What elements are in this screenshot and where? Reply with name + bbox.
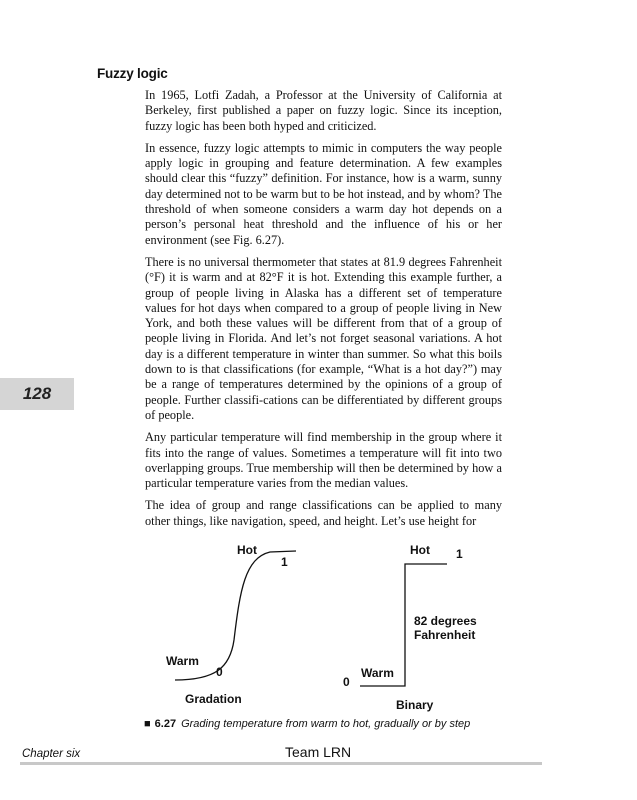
- binary-warm-label: Warm: [361, 666, 394, 680]
- gradation-warm-label: Warm: [166, 654, 199, 668]
- body-text: [145, 88, 502, 536]
- binary-hot-label: Hot: [410, 543, 430, 557]
- page-number: 128: [22, 384, 52, 403]
- paragraph: Any particular temperature will find membership in the group where it fits into the range of values. Sometimes a temperature will fit into two overlapping groups. True membership will then be determined by how a particular temperature varies from the median values.: [145, 430, 502, 491]
- caption-text: Grading temperature from warm to hot, gradually or by step: [181, 718, 471, 730]
- paragraph: There is no universal thermometer that states at 81.9 degrees Fahrenheit (°F) it is warm and at 82°F it is hot. Extending this example further, a group of people living in Alaska has a different set of temperature values for hot days when compared to a group of people living in New York, and both these values will be different from that of a group of people living in Florida. And let’s not forget seasonal variations. A hot day is a different temperature in winter than summer. So what this boils down to is that classifications (for example, “What is a hot day?”) may be a range of temperatures determined by the opinions of a group of people. Further classifi-cations can be differentiated by different groups of people.: [145, 254, 502, 422]
- footer-rule: [20, 762, 542, 765]
- figure-caption: [144, 718, 470, 730]
- section-heading: Fuzzy logic: [97, 66, 168, 81]
- footer-credit: Team LRN: [285, 744, 352, 760]
- paragraph: In 1965, Lotfi Zadah, a Professor at the University of California at Berkeley, first published a paper on fuzzy logic. Since its inception, fuzzy logic has been both hyped and criticized.: [145, 88, 502, 133]
- binary-title: Binary: [396, 698, 434, 712]
- caption-square-icon: ■: [144, 718, 151, 730]
- paragraph: In essence, fuzzy logic attempts to mimic in computers the way people apply logic in grouping and feature determination. A few examples should clear this “fuzzy” definition. For instance, how is a warm, sunny day determined not to be warm but to be hot instead, and by whom? The threshold of when someone considers a warm day hot depends on a person’s personal heat threshold and the influence of his or her environment (see Fig. 6.27).: [145, 140, 502, 247]
- page-number-tab: [0, 378, 74, 410]
- binary-zero-label: 0: [343, 675, 350, 689]
- footer-chapter: Chapter six: [22, 748, 81, 760]
- binary-threshold-line1: 82 degrees: [414, 614, 477, 628]
- gradation-one-label: 1: [281, 555, 288, 569]
- caption-number: 6.27: [154, 718, 177, 730]
- paragraph: The idea of group and range classifications can be applied to many other things, like navigation, speed, and height. Let’s use height for: [145, 498, 502, 528]
- gradation-title: Gradation: [185, 692, 242, 706]
- gradation-hot-label: Hot: [237, 543, 257, 557]
- gradation-zero-label: 0: [216, 665, 223, 679]
- binary-one-label: 1: [456, 547, 463, 561]
- figure-6-27: [0, 530, 637, 720]
- binary-threshold-line2: Fahrenheit: [414, 628, 476, 642]
